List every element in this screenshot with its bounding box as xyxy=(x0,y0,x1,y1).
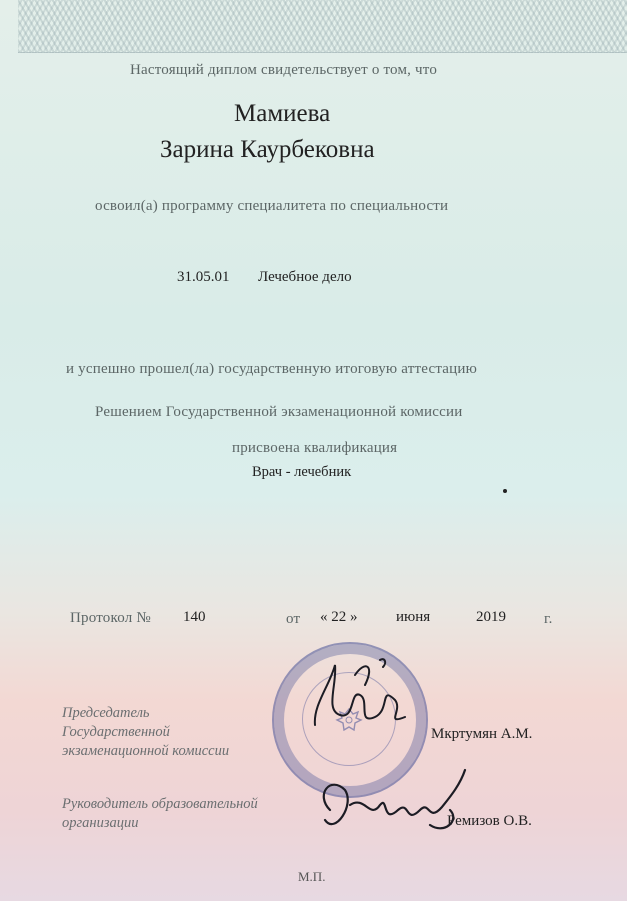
chairman-signature xyxy=(295,655,430,755)
head-label-line1: Руководитель образовательной xyxy=(62,796,258,812)
protocol-year-suffix: г. xyxy=(544,611,553,627)
program-text: освоил(а) программу специалитета по специальности xyxy=(95,198,449,214)
head-label-line2: организации xyxy=(62,815,139,831)
protocol-month: июня xyxy=(396,609,431,625)
graduate-given-names: Зарина Каурбековна xyxy=(160,136,375,163)
protocol-number: 140 xyxy=(183,609,206,625)
head-name: Ремизов О.В. xyxy=(447,813,532,829)
specialty-code: 31.05.01 xyxy=(177,269,230,285)
guilloche-border xyxy=(18,0,627,53)
attestation-text: и успешно прошел(ла) государственную итоговую аттестацию xyxy=(66,361,477,377)
protocol-year: 2019 xyxy=(476,609,506,625)
intro-text: Настоящий диплом свидетельствует о том, что xyxy=(130,62,438,78)
protocol-label: Протокол № xyxy=(70,610,151,626)
chairman-label-line3: экзаменационной комиссии xyxy=(62,743,230,759)
chairman-label-line1: Председатель xyxy=(62,705,150,721)
chairman-name: Мкртумян А.М. xyxy=(431,726,533,742)
head-signature xyxy=(310,765,480,860)
protocol-from-label: от xyxy=(286,611,301,627)
chairman-label-line2: Государственной xyxy=(62,724,170,740)
ink-dot xyxy=(503,489,507,493)
specialty-name: Лечебное дело xyxy=(258,269,352,285)
graduate-surname: Мамиева xyxy=(234,100,331,127)
commission-text: Решением Государственной экзаменационной комиссии xyxy=(95,404,463,420)
stamp-label: М.П. xyxy=(298,869,326,884)
protocol-day: « 22 » xyxy=(320,609,358,625)
qualification-label: присвоена квалификация xyxy=(232,440,398,456)
qualification-value: Врач - лечебник xyxy=(252,464,352,480)
